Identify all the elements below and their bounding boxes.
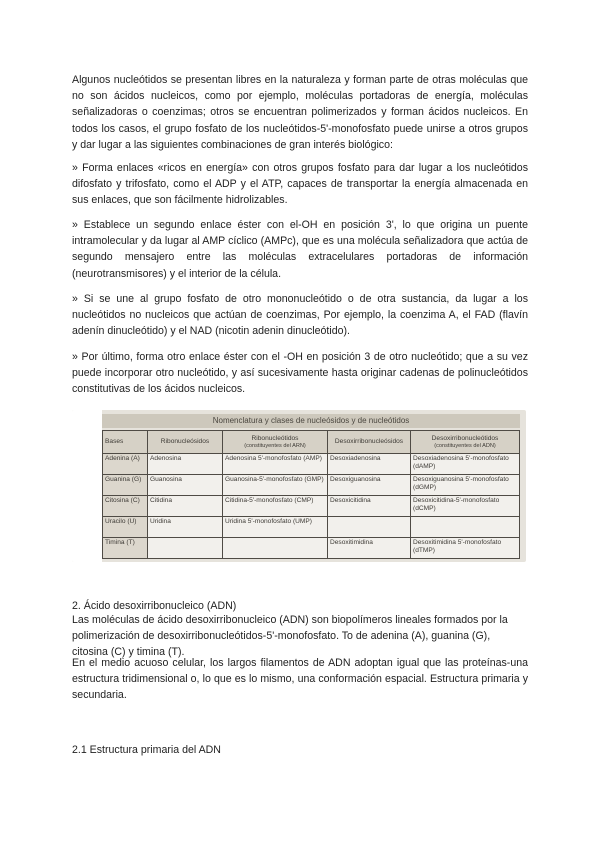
bullet-paragraph-polynucleotides: » Por último, forma otro enlace éster con el -OH en posición 3 de otro nucleótido; que a su vez puede incorporar otro nucleótido, y así sucesivamente hasta originar cadenas de polinucleótidos constitutivas de los ácidos nucleicos.	[72, 351, 528, 396]
cell-base: Guanina (G)	[103, 475, 148, 496]
bullet-paragraph-energy: » Forma enlaces «ricos en energía» con otros grupos fosfato para dar lugar a los nucleótidos difosfato y trifosfato, como el ADP y el ATP, capaces de transportar la energía almacenada en sus enlaces, que son fácilmente hidrolizables.	[72, 162, 528, 207]
cell-desoxirribonucleosido: Desoxitimidina	[328, 538, 411, 559]
header-desoxirribonucleotidos-subtitle: (constituyentes del ADN)	[434, 442, 496, 449]
cell-desoxirribonucleotido: Desoxiguanosina 5'-monofosfato (dGMP)	[411, 475, 520, 496]
cell-base: Adenina (A)	[103, 454, 148, 475]
cell-desoxirribonucleotido: Desoxiadenosina 5'-monofosfato (dAMP)	[411, 454, 520, 475]
cell-ribonucleosido: Citidina	[148, 496, 223, 517]
cell-ribonucleosido: Adenosina	[148, 454, 223, 475]
table-header-row	[103, 431, 520, 454]
bullet-paragraph-coenzymes: » Si se une al grupo fosfato de otro mononucleótido o de otra sustancia, da lugar a los nucleótidos no nucleicos que actúan de coenzimas, Por ejemplo, la coenzima A, el FAD (flavín adenín dinucleótido) y el NAD (nicotin adenin dinucleótido).	[72, 293, 528, 338]
cell-desoxirribonucleosido: Desoxiadenosina	[328, 454, 411, 475]
header-bases: Bases	[103, 431, 148, 454]
cell-desoxirribonucleosido: Desoxiguanosina	[328, 475, 411, 496]
intro-paragraph: Algunos nucleótidos se presentan libres en la naturaleza y forman parte de otras moléculas que no son ácidos nucleicos, como por ejemplo, moléculas portadoras de energía, moléculas señalizadoras o coenzimas; otros se encuentran polimerizados y forman ácidos nucleicos. En todos los casos, el grupo fosfato de los nucleótidos-5'-monofosfato puede unirse a otros grupos y dar lugar a las siguientes combinaciones de gran interés biológico:	[72, 74, 528, 151]
header-desoxirribonucleotidos-title: Desoxirribonucleótidos	[431, 434, 499, 442]
table-row	[103, 538, 520, 559]
table-row	[103, 454, 520, 475]
cell-desoxirribonucleotido: Desoxicitidina-5'-monofosfato (dCMP)	[411, 496, 520, 517]
cell-desoxirribonucleosido: Desoxicitidina	[328, 496, 411, 517]
nomenclature-table	[102, 430, 520, 559]
figure-title: Nomenclatura y clases de nucleósidos y de nucleótidos	[102, 414, 520, 428]
cell-ribonucleotido: Citidina-5'-monofosfato (CMP)	[223, 496, 328, 517]
cell-base: Citosina (C)	[103, 496, 148, 517]
cell-ribonucleosido	[148, 538, 223, 559]
cell-desoxirribonucleotido	[411, 517, 520, 538]
cell-desoxirribonucleotido: Desoxitimidina 5'-monofosfato (dTMP)	[411, 538, 520, 559]
table-row	[103, 496, 520, 517]
cell-ribonucleotido: Guanosina-5'-monofosfato (GMP)	[223, 475, 328, 496]
header-ribonucleotidos	[223, 431, 328, 454]
adn-definition-paragraph: Las moléculas de ácido desoxirribonucleico (ADN) son biopolímeros lineales formados por la polimerización de desoxirribonucleótidos-5'-monofosfato. To de adenina (A), guanina (G), citosina (C) y timina (T).	[72, 614, 508, 659]
section-heading-primary-structure: 2.1 Estructura primaria del ADN	[72, 744, 221, 756]
bullet-paragraph-ampc: » Establece un segundo enlace éster con el-OH en posición 3', lo que origina un puente intramolecular y da lugar al AMP cíclico (AMPc), que es una molécula señalizadora que actúa de segundo mensajero entre las moléculas extracelulares portadoras de información (neurotransmisores) y el interior de la célula.	[72, 219, 528, 280]
adn-structure-paragraph: En el medio acuoso celular, los largos filamentos de ADN adoptan igual que las proteínas-una estructura tridimensional o, lo que es lo mismo, una conformación espacial. Estructura primaria y secundaria.	[72, 657, 528, 702]
cell-ribonucleotido: Adenosina 5'-monofosfato (AMP)	[223, 454, 328, 475]
cell-ribonucleotido	[223, 538, 328, 559]
cell-base: Timina (T)	[103, 538, 148, 559]
nomenclature-figure	[72, 410, 526, 562]
table-row	[103, 517, 520, 538]
cell-ribonucleosido: Guanosina	[148, 475, 223, 496]
header-desoxirribonucleotidos	[411, 431, 520, 454]
figure-left-margin	[72, 410, 102, 562]
cell-desoxirribonucleosido	[328, 517, 411, 538]
cell-ribonucleosido: Uridina	[148, 517, 223, 538]
header-ribonucleotidos-title: Ribonucleótidos	[251, 434, 299, 442]
header-ribonucleosidos: Ribonucleósidos	[148, 431, 223, 454]
cell-ribonucleotido: Uridina 5'-monofosfato (UMP)	[223, 517, 328, 538]
table-row	[103, 475, 520, 496]
header-ribonucleotidos-subtitle: (constituyentes del ARN)	[244, 442, 306, 449]
header-desoxirribonucleosidos: Desoxirribonucleósidos	[328, 431, 411, 454]
cell-base: Uracilo (U)	[103, 517, 148, 538]
section-heading-adn: 2. Ácido desoxirribonucleico (ADN)	[72, 600, 237, 612]
